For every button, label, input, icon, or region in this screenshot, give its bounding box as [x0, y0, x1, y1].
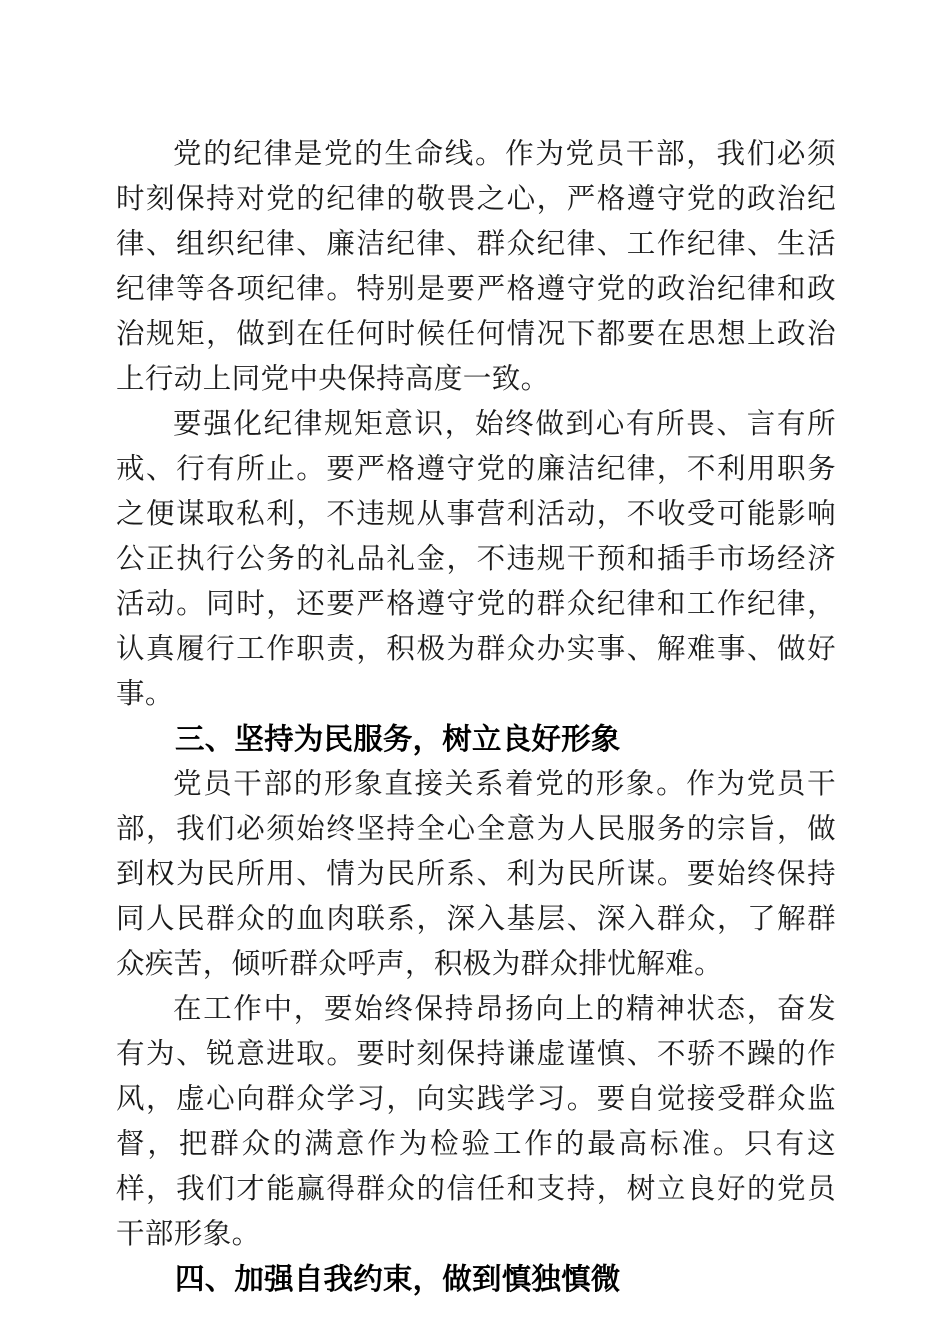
heading-section-three: 三、坚持为民服务，树立良好形象: [175, 723, 621, 756]
paragraph-strengthen-discipline-awareness: 要强化纪律规矩意识，始终做到心有所畏、言有所戒、行有所止。要严格遵守党的廉洁纪律，不利用职务之便谋取私利，不违规从事营利活动，不收受可能影响公正执行公务的礼品礼金，不违规干预和插手市场经济活动。同时，还要严格遵守党的群众纪律和工作纪律，认真履行工作职责，积极为群众办实事、解难事、做好事。: [116, 409, 836, 710]
paragraph-work-attitude-spirit: 在工作中，要始终保持昂扬向上的精神状态，奋发有为、锐意进取。要时刻保持谦虚谨慎、不骄不躁的作风，虚心向群众学习，向实践学习。要自觉接受群众监督，把群众的满意作为检验工作的最高标准。只有这样，我们才能赢得群众的信任和支持，树立良好的党员干部形象。: [116, 994, 836, 1250]
paragraph-cadre-image-serves-party: 党员干部的形象直接关系着党的形象。作为党员干部，我们必须始终坚持全心全意为人民服务的宗旨，做到权为民所用、情为民所系、利为民所谋。要始终保持同人民群众的血肉联系，深入基层、深入群众，了解群众疾苦，倾听群众呼声，积极为群众排忧解难。: [116, 769, 836, 980]
paragraph-party-discipline-lifeline: 党的纪律是党的生命线。作为党员干部，我们必须时刻保持对党的纪律的敬畏之心，严格遵守党的政治纪律、组织纪律、廉洁纪律、群众纪律、工作纪律、生活纪律等各项纪律。特别是要严格遵守党的政治纪律和政治规矩，做到在任何时候任何情况下都要在思想上政治上行动上同党中央保持高度一致。: [116, 139, 836, 395]
document-text-body: [116, 132, 836, 1302]
heading-section-four: 四、加强自我约束，做到慎独慎微: [175, 1263, 621, 1296]
